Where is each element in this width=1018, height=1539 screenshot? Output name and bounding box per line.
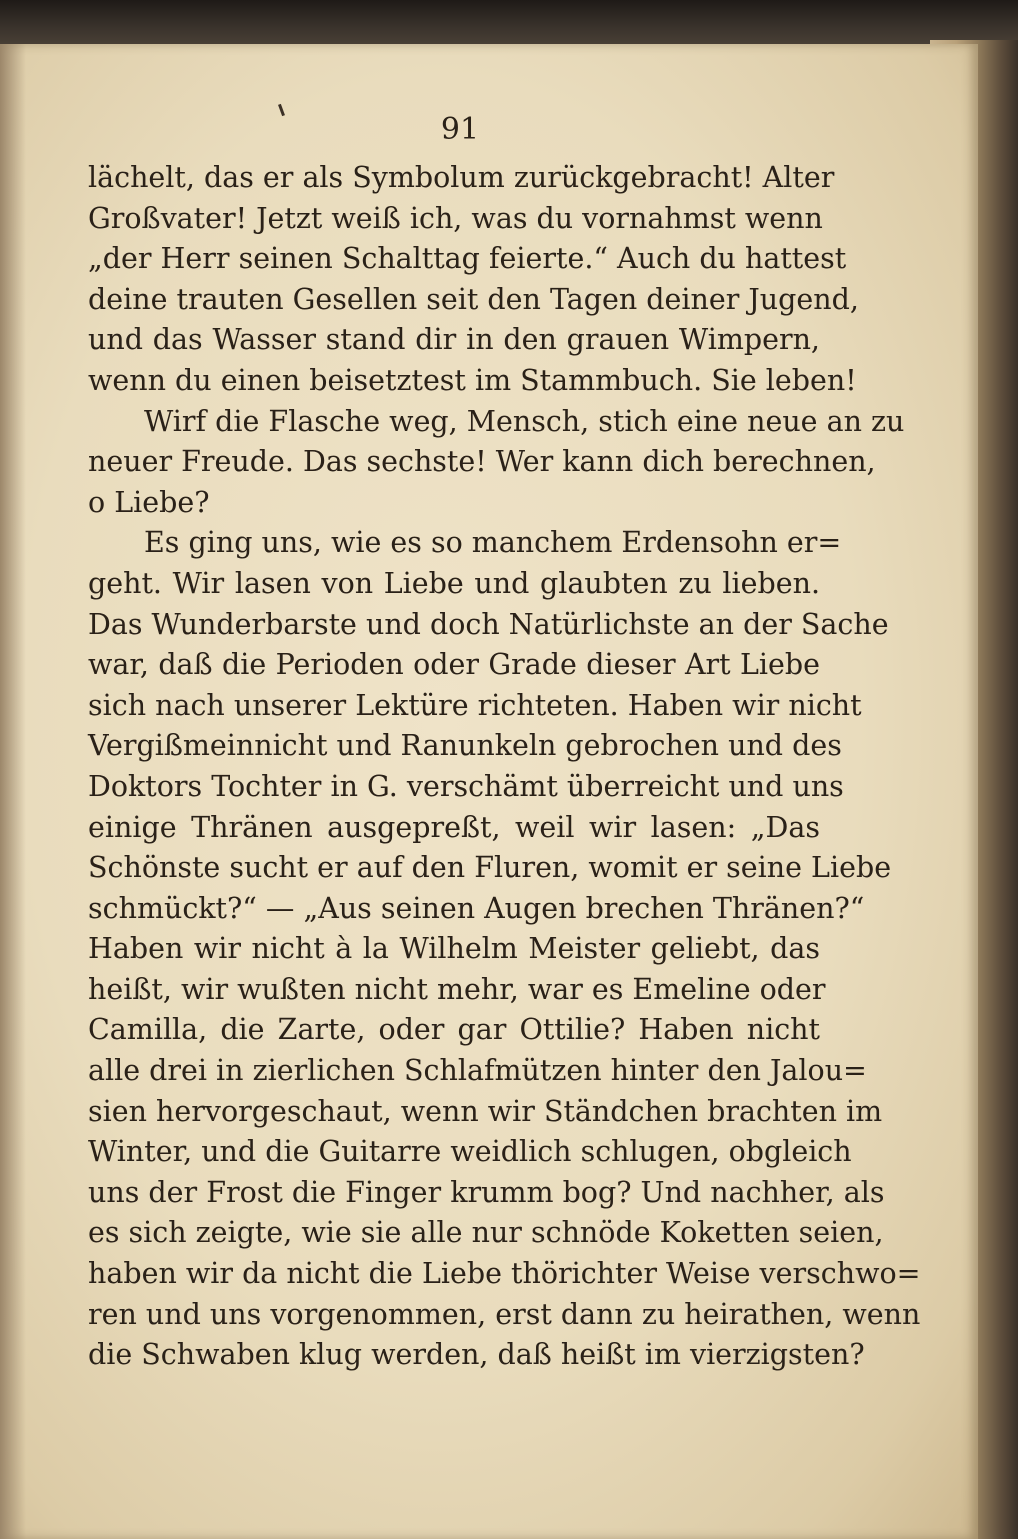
text-line: geht. Wir lasen von Liebe und glaubten zu lieben. — [88, 566, 820, 600]
text-line: o Liebe? — [88, 485, 210, 519]
text-line: Es ging uns, wie es so manchem Erdensohn er= — [144, 526, 842, 560]
text-line: Das Wunderbarste und doch Natürlichste an der Sache — [88, 607, 889, 641]
text-line: die Schwaben klug werden, daß heißt im vierzigsten? — [88, 1338, 865, 1372]
page-gutter-shadow — [0, 44, 26, 1539]
text-line: alle drei in zierlichen Schlafmützen hinter den Jalou= — [88, 1054, 867, 1088]
text-line: es sich zeigte, wie sie alle nur schnöde Koketten seien, — [88, 1216, 884, 1250]
text-line: uns der Frost die Finger krumm bog? Und nachher, als — [88, 1175, 885, 1209]
text-line: „der Herr seinen Schalttag feierte.“ Auch du hattest — [88, 242, 847, 276]
text-line: Großvater! Jetzt weiß ich, was du vornahmst wenn — [88, 201, 823, 235]
text-line: einige Thränen ausgepreßt, weil wir lasen: „Das — [88, 810, 820, 844]
text-line: Winter, und die Guitarre weidlich schlugen, obgleich — [88, 1135, 852, 1169]
text-line: Camilla, die Zarte, oder gar Ottilie? Haben nicht — [88, 1013, 820, 1047]
page-number: 91 — [440, 112, 480, 147]
text-line: Doktors Tochter in G. verschämt überreicht und uns — [88, 769, 844, 803]
text-line: neuer Freude. Das sechste! Wer kann dich berechnen, — [88, 445, 876, 479]
text-line: Wirf die Flasche weg, Mensch, stich eine neue an zu — [144, 404, 905, 438]
text-line: lächelt, das er als Symbolum zurückgebracht! Alter — [88, 161, 835, 194]
text-line: war, daß die Perioden oder Grade dieser Art Liebe — [88, 648, 820, 682]
text-line: Haben wir nicht à la Wilhelm Meister geliebt, das — [88, 932, 820, 966]
text-line: wenn du einen beisetztest im Stammbuch. Sie leben! — [88, 363, 857, 397]
text-line: ren und uns vorgenommen, erst dann zu heirathen, wenn — [88, 1297, 921, 1331]
text-line: haben wir da nicht die Liebe thörichter Weise verschwo= — [88, 1257, 921, 1291]
text-line: Schönste sucht er auf den Fluren, womit er seine Liebe — [88, 851, 892, 885]
body-text — [88, 158, 921, 1376]
text-line: sich nach unserer Lektüre richteten. Haben wir nicht — [88, 688, 862, 722]
text-line: sien hervorgeschaut, wenn wir Ständchen brachten im — [88, 1094, 883, 1128]
text-line: heißt, wir wußten nicht mehr, war es Emeline oder — [88, 972, 826, 1006]
book-top-edge — [0, 0, 1018, 46]
text-line: und das Wasser stand dir in den grauen Wimpern, — [88, 323, 820, 357]
text-line: schmückt?“ — „Aus seinen Augen brechen Thränen?“ — [88, 891, 865, 925]
text-line: deine trauten Gesellen seit den Tagen deiner Jugend, — [88, 282, 859, 316]
text-line: Vergißmeinnicht und Ranunkeln gebrochen und des — [88, 729, 842, 763]
